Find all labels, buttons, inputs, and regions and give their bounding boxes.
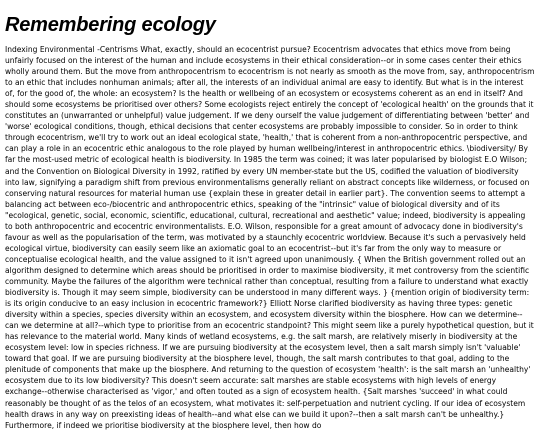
article-body: Indexing Environmental -Centrisms What, exactly, should an ecocentrist pursue? Ecocentrism advocates that ethics move from being unfairly focused on the interest of the human and include ecosystems in their ethical consideration--or in some cases center their ethics wholly around them. But the move from anthropocentrism to ecocentrism is not nearly as smooth as the move from, say, anthropocentrism to an ethic that includes nonhuman animals; after all, the interests of an individual animal are easy to identify. But what is in the interest of, for the good of, the whole: an ecosystem? Is the health or wellbeing of an ecosystem or ecosystems coherent as an end in itself? And should some ecosystems be prioritised over others? Some ecologists reject entirely the concept of 'ecological health' on the grounds that it constitutes an (unwarranted or unhelpful) value judgement. If we deny ourself the value judgement of differentiating between 'better' and 'worse' ecological conditions, though, ethical decisions that center ecosystems are probably impossible to consider. So in order to think through ecocentrism, we'll try to work out an ideal ecological state, 'health,' that is coherent from a non-anthropocentric perspective, and can play a role in an ecocentric ethic analogous to the role played by human wellbeing/interest in anthropocentric ethics. \biodiversity/ By far the most-used metric of ecological health is biodiversity. In 1985 the term was coined; it was later popularised by biologist E.O Wilson; and the Convention on Biological Diversity in 1992, ratified by every UN member-state but the US, codified the valuation of biodiversity into law, signifying a paradigm shift from previous environmentalisms generally reliant on abstract concepts like wilderness, or focused on conserving natural resources for material human use {explain these in greater detail in earlier part}. The convention seems to attempt a balancing act between eco-/biocentric and anthropocentric ethics, speaking of the "intrinsic" value of biological diversity and of its "ecological, genetic, social, economic, scientific, educational, cultural, recreational and aesthetic" value; indeed, biodiversity is appealing to both anthropocentric and ecocentric environmentalists. E.O. Wilson, responsible for a great amount of advocacy done in biodiversity's favour as well as the popularisation of the term, was motivated by a staunchly ecocentric worldview. Because it's such a pervasively held ecological virtue, biodiversity can easily seem like an axiomatic goal to an ecocentrist--but it's far from the only way to measure or conceptualise ecological health, and the value assigned to it isn't agreed upon unanimously. { When the British government rolled out an algorithm designed to determine which areas should be prioritised in order to maximise biodiversity, it met controversy from the scientific community. Maybe the failures of the algorithm were technical rather than conceptual, resulting from a failure to understand what exactly biodiversity is. Though it may seem simple, biodiversity can be understood in many different ways. } {mention origin of biodiversity term: is its origin conducive to an easy inclusion in ecocentric framework?} Elliott Norse clarified biodiversity as having three types: genetic diversity within a species, species diversity within an ecosystem, and ecosystem diversity within the biosphere. How can we determine--can we determine at all?--which type to prioritise from an ecocentric standpoint? This might seem like a purely hypothetical question, but it has relevance to the material world. Many kinds of wetland ecosystems, e.g. the salt marsh, are relatively miserly in biodiversity at the ecosystem level: low in species richness. If we are pursuing biodiversity at the ecosystem level, then a salt marsh simply isn't 'valuable' toward that goal. If we are pursuing biodiversity at the biosphere level, though, the salt marsh contributes to that goal, adding to the plenitude of components that make up the biosphere. And returning to the question of ecosystem 'health': is the salt marsh an 'unhealthy' ecosystem due to its low biodiversity? This doesn't seem accurate: salt marshes are stable ecosystems with high levels of energy exchange--otherwise characterised as 'vigor,' and often touted as a sign of ecosystem health. {Salt marshes 'succeed' in what could reasonably be thought of as the telos of an ecosystem, what motivates it: self-perpetuation and nutrient cycling. If our idea of ecosystem health draws in any way on preexisting ideas of health--and what else can we build it upon?--then a salt marsh can't be unhealthy.} Furthermore, if indeed we prioritise biodiversity at the biosphere level, then how do bbox=[5, 45, 535, 430]
article-title: Remembering ecology bbox=[5, 14, 216, 36]
